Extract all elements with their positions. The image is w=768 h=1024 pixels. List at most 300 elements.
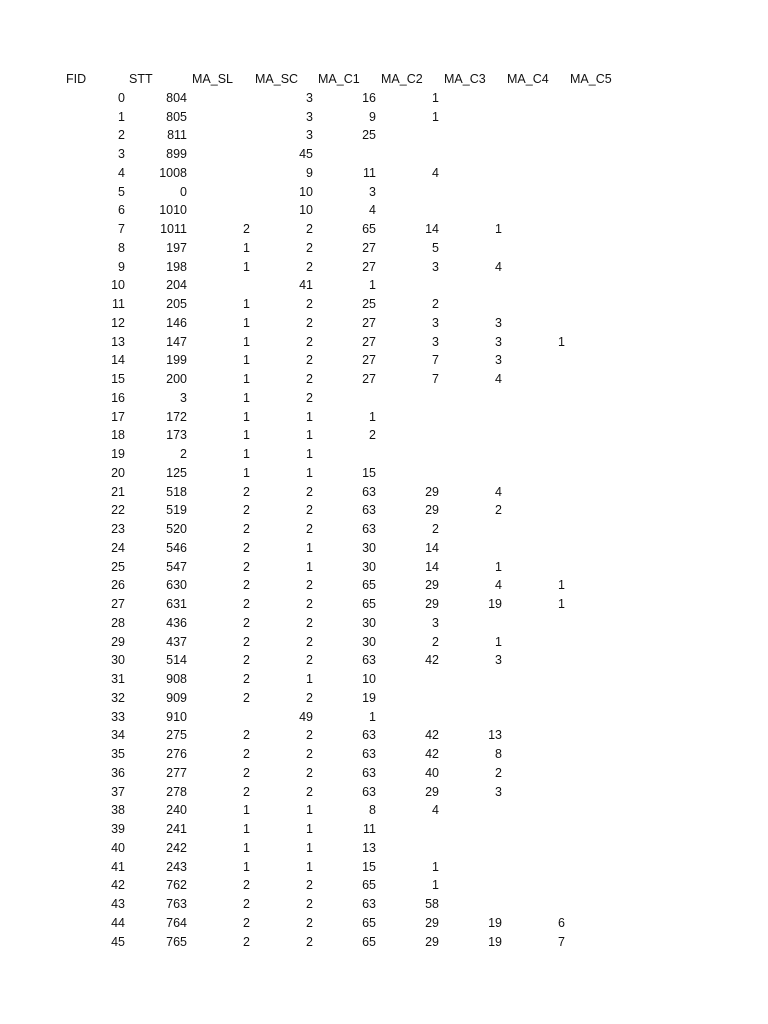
cell-stt: 172 — [166, 409, 187, 424]
cell-ma-sl: 1 — [243, 822, 250, 836]
cell-stt: 804 — [166, 90, 187, 105]
cell-fid: 38 — [111, 803, 125, 818]
cell-fid: 7 — [118, 222, 125, 236]
cell-stt: 173 — [166, 428, 187, 443]
column-header-ma-c1: MA_C1 — [318, 72, 360, 86]
cell-ma-c2: 29 — [425, 784, 439, 799]
cell-ma-sc: 2 — [306, 390, 313, 405]
table-row — [0, 295, 768, 314]
cell-ma-sl: 1 — [243, 803, 250, 818]
table-row — [0, 820, 768, 839]
cell-ma-sl: 1 — [243, 465, 250, 480]
cell-ma-sc: 2 — [306, 728, 313, 743]
cell-fid: 41 — [111, 859, 125, 874]
table-row — [0, 445, 768, 464]
table-row — [0, 895, 768, 914]
cell-ma-c1: 25 — [362, 128, 376, 143]
cell-stt: 514 — [166, 653, 187, 668]
cell-ma-sc: 1 — [306, 540, 313, 555]
table-row — [0, 876, 768, 895]
cell-fid: 4 — [118, 165, 125, 180]
cell-ma-c1: 27 — [362, 372, 376, 386]
cell-fid: 25 — [111, 559, 125, 574]
table-row — [0, 839, 768, 858]
table-row — [0, 258, 768, 277]
cell-stt: 277 — [166, 765, 187, 780]
cell-ma-sc: 49 — [299, 709, 313, 724]
cell-ma-c1: 8 — [369, 803, 376, 818]
cell-ma-sl: 2 — [243, 897, 250, 911]
column-header-ma-c2: MA_C2 — [381, 72, 423, 86]
cell-ma-c2: 14 — [425, 540, 439, 555]
cell-fid: 24 — [111, 540, 125, 555]
table-row — [0, 145, 768, 164]
cell-ma-c1: 27 — [362, 259, 376, 274]
cell-ma-sc: 45 — [299, 147, 313, 161]
cell-ma-sc: 1 — [306, 428, 313, 443]
table-row — [0, 933, 768, 952]
cell-ma-sl: 1 — [243, 840, 250, 855]
cell-ma-sc: 2 — [306, 690, 313, 705]
cell-ma-c3: 1 — [495, 222, 502, 236]
cell-ma-c1: 11 — [363, 822, 376, 836]
cell-fid: 43 — [111, 897, 125, 911]
table-row — [0, 314, 768, 333]
cell-ma-sl: 2 — [243, 540, 250, 555]
cell-ma-c2: 29 — [425, 915, 439, 930]
table-row — [0, 670, 768, 689]
table-row — [0, 239, 768, 258]
cell-ma-sc: 3 — [306, 128, 313, 143]
cell-ma-c3: 1 — [495, 634, 502, 649]
cell-ma-sc: 2 — [306, 372, 313, 386]
cell-ma-c2: 29 — [425, 597, 439, 611]
cell-ma-sc: 2 — [306, 297, 313, 311]
cell-fid: 29 — [111, 634, 125, 649]
cell-ma-sc: 3 — [306, 109, 313, 124]
column-header-ma-c3: MA_C3 — [444, 72, 486, 86]
cell-ma-sl: 2 — [243, 559, 250, 574]
cell-ma-sc: 2 — [306, 765, 313, 780]
column-header-stt: STT — [129, 72, 153, 86]
table-row — [0, 801, 768, 820]
cell-ma-c1: 65 — [362, 934, 376, 949]
cell-ma-c1: 63 — [362, 747, 376, 761]
table-row — [0, 914, 768, 933]
cell-stt: 436 — [166, 615, 187, 630]
cell-ma-sl: 1 — [243, 859, 250, 874]
table-row — [0, 689, 768, 708]
cell-stt: 205 — [166, 297, 187, 311]
cell-ma-sl: 1 — [243, 240, 250, 255]
cell-stt: 146 — [166, 315, 187, 330]
cell-ma-c2: 29 — [425, 484, 439, 499]
cell-ma-c2: 3 — [432, 315, 439, 330]
cell-ma-c1: 25 — [362, 297, 376, 311]
cell-ma-sc: 2 — [306, 503, 313, 518]
table-row — [0, 858, 768, 877]
cell-ma-c3: 2 — [495, 503, 502, 518]
cell-ma-sc: 3 — [306, 90, 313, 105]
cell-ma-c2: 1 — [432, 878, 439, 893]
table-row — [0, 726, 768, 745]
table-row — [0, 783, 768, 802]
table-row — [0, 183, 768, 202]
cell-fid: 34 — [111, 728, 125, 743]
cell-fid: 27 — [111, 597, 125, 611]
table-row — [0, 558, 768, 577]
cell-stt: 631 — [166, 597, 187, 611]
cell-stt: 547 — [166, 559, 187, 574]
cell-ma-c1: 27 — [362, 240, 376, 255]
cell-fid: 30 — [111, 653, 125, 668]
cell-ma-sc: 2 — [306, 334, 313, 349]
cell-ma-c3: 13 — [488, 728, 502, 743]
cell-stt: 125 — [166, 465, 187, 480]
cell-stt: 763 — [166, 897, 187, 911]
cell-ma-sc: 2 — [306, 653, 313, 668]
table-row — [0, 389, 768, 408]
cell-stt: 147 — [166, 334, 187, 349]
column-header-ma-sc: MA_SC — [255, 72, 299, 86]
cell-stt: 765 — [166, 934, 187, 949]
cell-fid: 39 — [111, 822, 125, 836]
cell-fid: 31 — [111, 672, 125, 686]
cell-ma-c1: 65 — [362, 597, 376, 611]
cell-ma-c1: 2 — [369, 428, 376, 443]
cell-ma-c2: 2 — [432, 297, 439, 311]
cell-ma-sl: 1 — [243, 297, 250, 311]
cell-ma-sc: 2 — [306, 878, 313, 893]
cell-stt: 197 — [166, 240, 187, 255]
cell-ma-sl: 2 — [243, 578, 250, 593]
cell-ma-c3: 19 — [488, 934, 502, 949]
cell-ma-sc: 2 — [306, 747, 313, 761]
cell-ma-c1: 16 — [362, 90, 376, 105]
cell-ma-sl: 1 — [243, 428, 250, 443]
cell-fid: 0 — [118, 90, 125, 105]
table-row — [0, 333, 768, 352]
table-row — [0, 651, 768, 670]
cell-fid: 28 — [111, 615, 125, 630]
cell-ma-c1: 1 — [369, 709, 376, 724]
cell-fid: 37 — [111, 784, 125, 799]
cell-ma-c2: 3 — [432, 615, 439, 630]
cell-ma-sl: 1 — [243, 372, 250, 386]
cell-ma-c1: 63 — [362, 765, 376, 780]
column-header-fid: FID — [66, 72, 87, 86]
cell-ma-c3: 3 — [495, 315, 502, 330]
cell-ma-sc: 1 — [306, 822, 313, 836]
cell-ma-sl: 1 — [243, 353, 250, 368]
cell-stt: 0 — [180, 184, 187, 199]
cell-stt: 520 — [166, 522, 187, 536]
cell-ma-c3: 3 — [495, 653, 502, 668]
cell-ma-sc: 2 — [306, 784, 313, 799]
cell-stt: 811 — [167, 128, 187, 143]
cell-ma-c3: 8 — [495, 747, 502, 761]
cell-ma-sl: 2 — [243, 672, 250, 686]
cell-ma-sl: 1 — [243, 315, 250, 330]
cell-ma-sc: 1 — [306, 447, 313, 461]
cell-ma-c1: 63 — [362, 484, 376, 499]
cell-ma-c1: 19 — [362, 690, 376, 705]
cell-ma-c1: 4 — [369, 203, 376, 218]
header-row — [0, 70, 768, 89]
cell-ma-sl: 2 — [243, 503, 250, 518]
cell-ma-sl: 2 — [243, 615, 250, 630]
cell-stt: 275 — [166, 728, 187, 743]
cell-ma-c1: 65 — [362, 222, 376, 236]
cell-ma-sl: 2 — [243, 522, 250, 536]
cell-fid: 13 — [111, 334, 125, 349]
cell-ma-sc: 2 — [306, 353, 313, 368]
cell-ma-c2: 42 — [425, 653, 439, 668]
table-row — [0, 520, 768, 539]
cell-stt: 437 — [166, 634, 187, 649]
cell-ma-c2: 1 — [432, 859, 439, 874]
cell-ma-c1: 63 — [362, 897, 376, 911]
cell-ma-c3: 19 — [488, 915, 502, 930]
cell-stt: 1011 — [160, 222, 187, 236]
cell-ma-c2: 58 — [425, 897, 439, 911]
cell-ma-c2: 29 — [425, 578, 439, 593]
table-row — [0, 464, 768, 483]
cell-ma-c1: 63 — [362, 784, 376, 799]
cell-ma-c4: 1 — [558, 597, 565, 611]
cell-ma-c2: 2 — [432, 522, 439, 536]
cell-ma-c3: 2 — [495, 765, 502, 780]
cell-ma-c3: 3 — [495, 334, 502, 349]
cell-stt: 276 — [166, 747, 187, 761]
cell-stt: 2 — [180, 447, 187, 461]
table-row — [0, 576, 768, 595]
cell-ma-sc: 2 — [306, 634, 313, 649]
cell-ma-c2: 29 — [425, 934, 439, 949]
cell-ma-c3: 4 — [495, 484, 502, 499]
cell-ma-c3: 4 — [495, 259, 502, 274]
cell-ma-c1: 30 — [362, 634, 376, 649]
cell-ma-sc: 1 — [306, 465, 313, 480]
cell-ma-c2: 42 — [425, 747, 439, 761]
cell-ma-sc: 2 — [306, 597, 313, 611]
cell-ma-sc: 2 — [306, 934, 313, 949]
cell-ma-c1: 15 — [362, 859, 376, 874]
cell-stt: 199 — [166, 353, 187, 368]
cell-ma-c2: 4 — [432, 803, 439, 818]
cell-ma-sc: 9 — [306, 165, 313, 180]
cell-ma-sc: 10 — [299, 184, 313, 199]
cell-ma-c1: 1 — [369, 409, 376, 424]
cell-fid: 23 — [111, 522, 125, 536]
cell-ma-sl: 1 — [243, 259, 250, 274]
cell-ma-sc: 1 — [306, 803, 313, 818]
table-row — [0, 89, 768, 108]
cell-ma-c3: 3 — [495, 353, 502, 368]
cell-fid: 42 — [111, 878, 125, 893]
cell-ma-sl: 2 — [243, 934, 250, 949]
cell-ma-c3: 4 — [495, 578, 502, 593]
cell-stt: 519 — [166, 503, 187, 518]
cell-fid: 22 — [111, 503, 125, 518]
table-row — [0, 633, 768, 652]
cell-ma-sl: 2 — [243, 747, 250, 761]
cell-stt: 278 — [166, 784, 187, 799]
cell-ma-sl: 1 — [243, 334, 250, 349]
cell-ma-c1: 63 — [362, 653, 376, 668]
cell-ma-c3: 1 — [495, 559, 502, 574]
table-row — [0, 370, 768, 389]
cell-fid: 2 — [118, 128, 125, 143]
cell-ma-c1: 27 — [362, 315, 376, 330]
cell-stt: 909 — [166, 690, 187, 705]
cell-ma-sl: 2 — [243, 634, 250, 649]
cell-ma-c3: 4 — [495, 372, 502, 386]
cell-ma-c1: 63 — [362, 503, 376, 518]
cell-ma-sc: 2 — [306, 484, 313, 499]
cell-ma-c1: 30 — [362, 559, 376, 574]
cell-ma-sl: 2 — [243, 690, 250, 705]
cell-ma-c3: 3 — [495, 784, 502, 799]
cell-ma-c2: 3 — [432, 259, 439, 274]
cell-ma-sc: 2 — [306, 522, 313, 536]
cell-ma-sc: 2 — [306, 222, 313, 236]
cell-fid: 12 — [111, 315, 125, 330]
cell-fid: 36 — [111, 765, 125, 780]
cell-fid: 16 — [111, 390, 125, 405]
cell-ma-c1: 65 — [362, 578, 376, 593]
cell-ma-c1: 11 — [363, 165, 376, 180]
cell-stt: 762 — [166, 878, 187, 893]
cell-ma-c2: 14 — [425, 222, 439, 236]
cell-ma-c2: 4 — [432, 165, 439, 180]
cell-ma-sc: 2 — [306, 240, 313, 255]
cell-fid: 21 — [111, 484, 125, 499]
cell-ma-c1: 63 — [362, 728, 376, 743]
cell-stt: 1010 — [159, 203, 187, 218]
cell-ma-c4: 1 — [558, 334, 565, 349]
cell-ma-sl: 1 — [243, 409, 250, 424]
cell-stt: 630 — [166, 578, 187, 593]
cell-ma-c2: 7 — [432, 372, 439, 386]
cell-fid: 11 — [112, 297, 125, 311]
table-row — [0, 426, 768, 445]
cell-ma-c1: 3 — [369, 184, 376, 199]
cell-ma-c1: 63 — [362, 522, 376, 536]
cell-ma-c2: 42 — [425, 728, 439, 743]
cell-ma-c1: 65 — [362, 915, 376, 930]
cell-ma-c4: 1 — [558, 578, 565, 593]
table-row — [0, 595, 768, 614]
table-row — [0, 220, 768, 239]
cell-stt: 764 — [166, 915, 187, 930]
cell-ma-c1: 15 — [362, 465, 376, 480]
cell-stt: 204 — [166, 278, 187, 293]
cell-stt: 1008 — [159, 165, 187, 180]
table-body — [0, 89, 768, 952]
cell-stt: 240 — [166, 803, 187, 818]
cell-fid: 35 — [111, 747, 125, 761]
cell-fid: 33 — [111, 709, 125, 724]
cell-fid: 26 — [111, 578, 125, 593]
cell-ma-sc: 1 — [306, 859, 313, 874]
table-row — [0, 408, 768, 427]
cell-fid: 6 — [118, 203, 125, 218]
cell-ma-sc: 2 — [306, 915, 313, 930]
table-row — [0, 745, 768, 764]
cell-stt: 805 — [166, 109, 187, 124]
cell-ma-c1: 1 — [369, 278, 376, 293]
cell-ma-c1: 65 — [362, 878, 376, 893]
cell-fid: 32 — [111, 690, 125, 705]
cell-stt: 910 — [166, 709, 187, 724]
cell-fid: 9 — [118, 259, 125, 274]
cell-ma-sl: 1 — [243, 447, 250, 461]
cell-fid: 40 — [111, 840, 125, 855]
cell-ma-sl: 2 — [243, 653, 250, 668]
cell-ma-sc: 10 — [299, 203, 313, 218]
cell-ma-sc: 2 — [306, 315, 313, 330]
table-row — [0, 126, 768, 145]
cell-fid: 18 — [111, 428, 125, 443]
cell-ma-c1: 27 — [362, 353, 376, 368]
cell-stt: 198 — [166, 259, 187, 274]
cell-ma-c3: 19 — [488, 597, 502, 611]
cell-ma-c2: 40 — [425, 765, 439, 780]
table-row — [0, 201, 768, 220]
cell-stt: 200 — [166, 372, 187, 386]
cell-ma-sl: 2 — [243, 915, 250, 930]
table-row — [0, 276, 768, 295]
cell-ma-sc: 41 — [299, 278, 313, 293]
cell-fid: 1 — [118, 109, 125, 124]
table-row — [0, 708, 768, 727]
cell-ma-c1: 13 — [362, 840, 376, 855]
cell-ma-sl: 2 — [243, 222, 250, 236]
cell-ma-c2: 29 — [425, 503, 439, 518]
cell-ma-sc: 2 — [306, 578, 313, 593]
cell-ma-sc: 1 — [306, 672, 313, 686]
cell-ma-c2: 2 — [432, 634, 439, 649]
cell-ma-c2: 5 — [432, 240, 439, 255]
cell-ma-c2: 1 — [432, 109, 439, 124]
cell-fid: 3 — [118, 147, 125, 161]
table-row — [0, 164, 768, 183]
cell-stt: 243 — [166, 859, 187, 874]
cell-stt: 899 — [166, 147, 187, 161]
cell-ma-sc: 2 — [306, 897, 313, 911]
cell-ma-c4: 7 — [558, 934, 565, 949]
cell-fid: 44 — [111, 915, 125, 930]
cell-ma-c1: 10 — [362, 672, 376, 686]
table-row — [0, 539, 768, 558]
cell-ma-c1: 30 — [362, 540, 376, 555]
column-header-ma-sl: MA_SL — [192, 72, 233, 86]
cell-ma-sc: 2 — [306, 259, 313, 274]
cell-fid: 8 — [118, 240, 125, 255]
cell-ma-sl: 2 — [243, 728, 250, 743]
column-header-ma-c4: MA_C4 — [507, 72, 549, 86]
cell-ma-c2: 3 — [432, 334, 439, 349]
cell-ma-sc: 2 — [306, 615, 313, 630]
column-header-ma-c5: MA_C5 — [570, 72, 612, 86]
cell-stt: 518 — [166, 484, 187, 499]
cell-stt: 3 — [180, 390, 187, 405]
cell-stt: 546 — [166, 540, 187, 555]
cell-ma-sc: 1 — [306, 840, 313, 855]
cell-ma-sl: 2 — [243, 878, 250, 893]
cell-ma-sl: 2 — [243, 484, 250, 499]
